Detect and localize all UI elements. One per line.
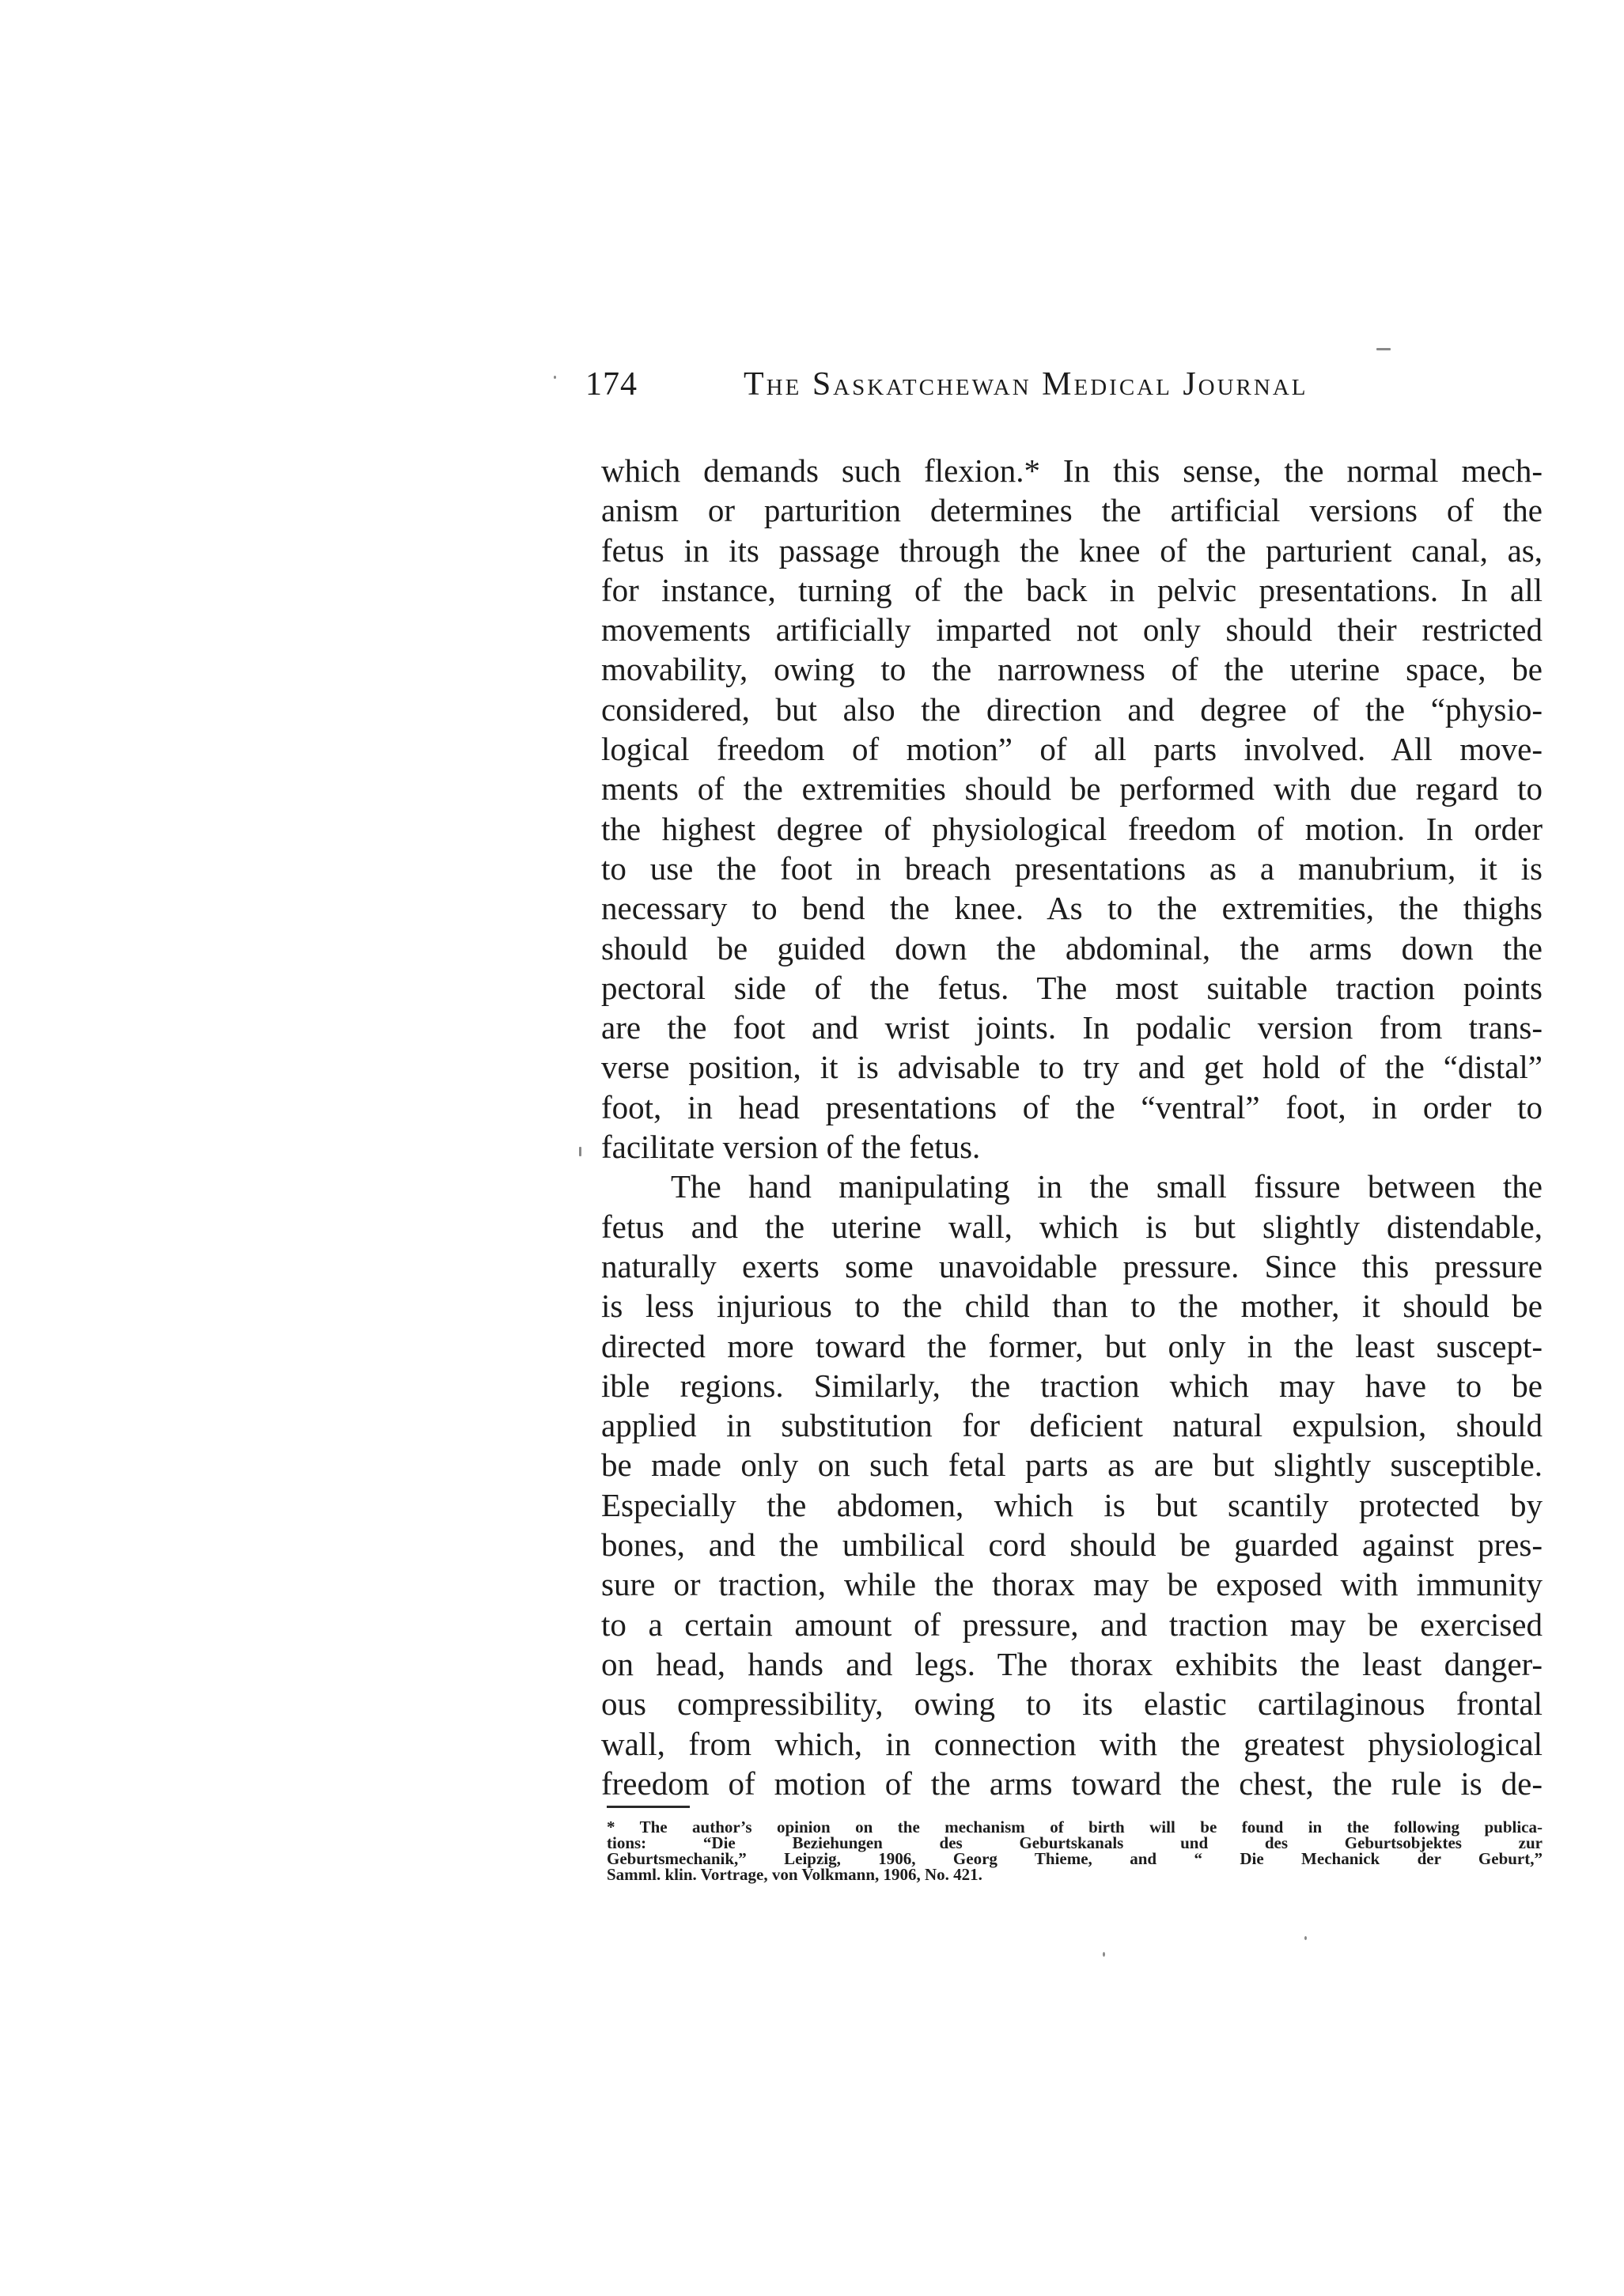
page-header bbox=[585, 365, 1376, 413]
text-line: for instance, turning of the back in pelvic presentations. In all bbox=[601, 571, 1543, 608]
text-line: which demands such flexion.* In this sense, the normal mech- bbox=[601, 452, 1543, 489]
footnote-line: Samml. klin. Vortrage, von Volkmann, 1906, No. 421. bbox=[607, 1865, 982, 1884]
text-line: on head, hands and legs. The thorax exhibits the least danger- bbox=[601, 1645, 1543, 1682]
text-line: to a certain amount of pressure, and traction may be exercised bbox=[601, 1606, 1543, 1643]
text-line: naturally exerts some unavoidable pressure. Since this pressure bbox=[601, 1247, 1543, 1284]
text-line: freedom of motion of the arms toward the chest, the rule is de- bbox=[601, 1765, 1543, 1802]
text-line: is less injurious to the child than to the mother, it should be bbox=[601, 1288, 1543, 1325]
page-number: 174 bbox=[585, 366, 638, 403]
text-line: directed more toward the former, but only in the least suscept- bbox=[601, 1327, 1543, 1364]
text-line: applied in substitution for deficient natural expulsion, should bbox=[601, 1407, 1543, 1444]
scan-speck bbox=[554, 376, 556, 379]
text-line: Especially the abdomen, which is but scantily protected by bbox=[601, 1486, 1543, 1523]
scan-speck bbox=[1376, 348, 1391, 350]
text-line: bones, and the umbilical cord should be guarded against pres- bbox=[601, 1526, 1543, 1564]
footnote-rule bbox=[607, 1806, 690, 1808]
text-line: ments of the extremities should be performed with due regard to bbox=[601, 770, 1543, 808]
text-line: movability, owing to the narrowness of the uterine space, be bbox=[601, 651, 1543, 688]
text-line: sure or traction, while the thorax may be exposed with immunity bbox=[601, 1566, 1543, 1603]
text-line: should be guided down the abdominal, the arms down the bbox=[601, 929, 1543, 966]
text-line: considered, but also the direction and degree of the “physio- bbox=[601, 690, 1543, 728]
text-line: fetus and the uterine wall, which is but slightly distendable, bbox=[601, 1208, 1543, 1245]
paragraph-end-line: facilitate version of the fetus. bbox=[601, 1129, 981, 1166]
text-line: fetus in its passage through the knee of the parturient canal, as, bbox=[601, 531, 1543, 569]
text-line: be made only on such fetal parts as are but slightly susceptible. bbox=[601, 1447, 1543, 1484]
footnote-line: Geburtsmechanik,” Leipzig, 1906, Georg Thieme, and “ Die Mechanick der Geburt,” bbox=[607, 1849, 1543, 1868]
running-title: The Saskatchewan Medical Journal bbox=[744, 366, 1308, 403]
footnote-line: * The author’s opinion on the mechanism of birth will be found in the following publica- bbox=[607, 1818, 1543, 1836]
scan-speck bbox=[1103, 1952, 1105, 1957]
scan-speck bbox=[579, 1147, 581, 1156]
text-line: the highest degree of physiological freedom of motion. In order bbox=[601, 810, 1543, 847]
text-line: anism or parturition determines the artificial versions of the bbox=[601, 492, 1543, 529]
text-line: foot, in head presentations of the “ventral” foot, in order to bbox=[601, 1088, 1543, 1125]
text-line: are the foot and wrist joints. In podalic version from trans- bbox=[601, 1009, 1543, 1046]
text-line: ous compressibility, owing to its elastic cartilaginous frontal bbox=[601, 1685, 1543, 1723]
text-line: ible regions. Similarly, the traction which may have to be bbox=[601, 1367, 1543, 1404]
footnote bbox=[607, 1819, 1543, 1882]
text-line: verse position, it is advisable to try and get hold of the “distal” bbox=[601, 1049, 1543, 1086]
text-line: pectoral side of the fetus. The most suitable traction points bbox=[601, 969, 1543, 1006]
scan-speck bbox=[1304, 1936, 1307, 1940]
paragraph-start-line: The hand manipulating in the small fissure between the bbox=[671, 1168, 1543, 1205]
footnote-line: tions: “Die Beziehungen des Geburtskanals und des Geburtsobjektes zur bbox=[607, 1833, 1543, 1852]
text-line: movements artificially imparted not only should their restricted bbox=[601, 611, 1543, 649]
text-line: necessary to bend the knee. As to the extremities, the thighs bbox=[601, 890, 1543, 927]
text-line: wall, from which, in connection with the greatest physiological bbox=[601, 1725, 1543, 1762]
body-text bbox=[601, 451, 1543, 1803]
text-line: logical freedom of motion” of all parts involved. All move- bbox=[601, 731, 1543, 768]
text-line: to use the foot in breach presentations as a manubrium, it is bbox=[601, 849, 1543, 887]
